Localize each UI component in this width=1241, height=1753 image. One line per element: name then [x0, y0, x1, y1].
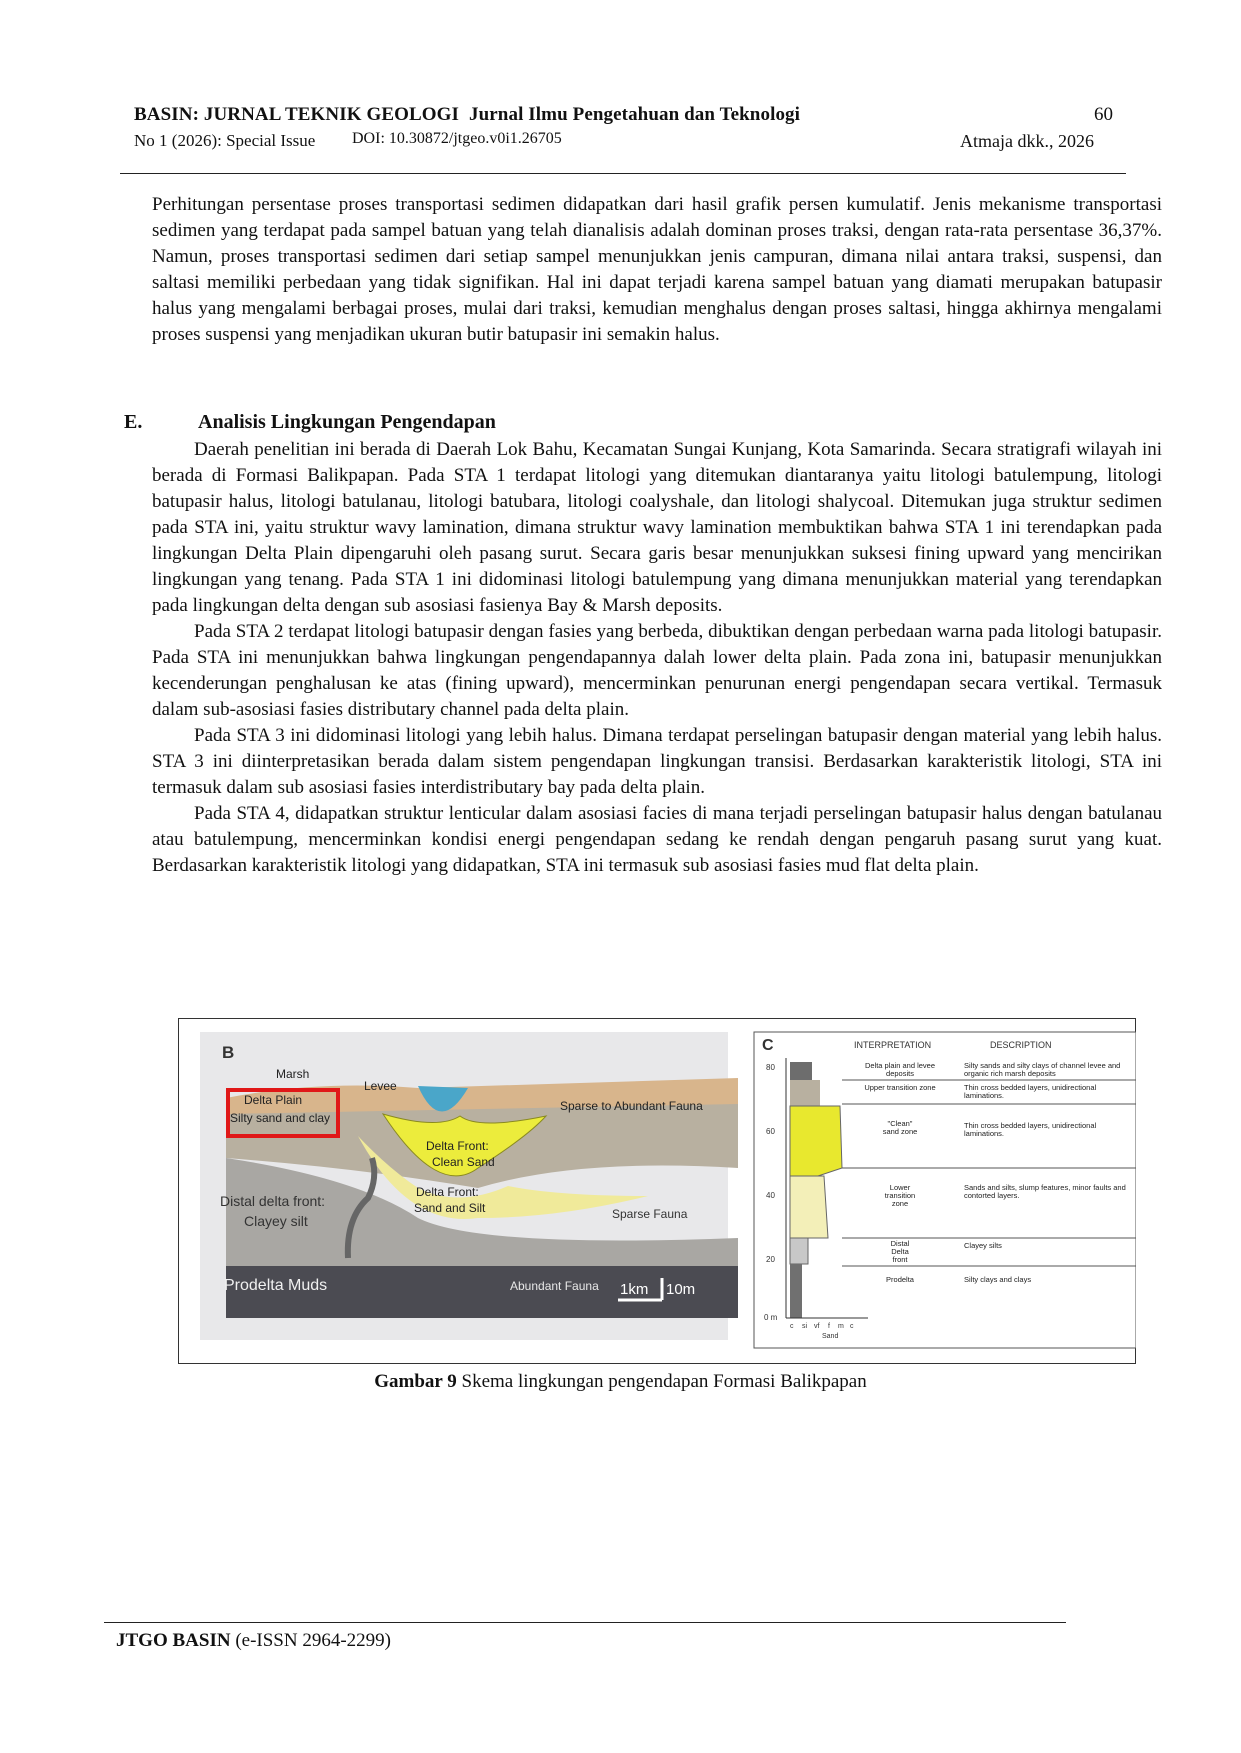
- paragraph-sta3: Pada STA 3 ini didominasi litologi yang lebih halus. Dimana terdapat perselingan batupasir dengan material yang lebih halus. STA 3 ini diinterpretasikan berada dalam sistem pengendapan lingkungan transisi. Berdasarkan karakteristik litologi, STA ini termasuk dalam sub asosiasi fasies interdistributary bay pada delta plain.: [152, 725, 1162, 798]
- label-delta-plain: Delta Plain: [244, 1093, 303, 1107]
- journal-header: [134, 104, 800, 126]
- label-front-silt-2: Sand and Silt: [414, 1201, 486, 1215]
- litho-coal-layers: [790, 1062, 812, 1080]
- row-1-desc: Silty sands and silty clays of channel levee and organic rich marsh deposits: [964, 1062, 1121, 1078]
- column-interpretation: INTERPRETATION: [854, 1040, 932, 1050]
- label-marsh: Marsh: [276, 1067, 310, 1081]
- label-sparse-to-abundant: Sparse to Abundant Fauna: [560, 1099, 703, 1113]
- paragraph-sta4: Pada STA 4, didapatkan struktur lenticular dalam asosiasi facies di mana terjadi perselingan batupasir halus dengan batulanau atau batulempung, mencerminkan kondisi energi pengendapan sedang ke rendah dengan pengaruh pasang surut yang kuat. Berdasarkan karakteristik litologi yang didapatkan, STA ini termasuk sub asosiasi fasies mud flat delta plain.: [152, 803, 1162, 876]
- row-4-interp: Lower transition zone: [884, 1184, 916, 1208]
- intro-paragraph-block: [152, 192, 1162, 348]
- label-abundant-fauna: Abundant Fauna: [510, 1279, 599, 1293]
- figure-caption: [0, 1371, 1241, 1393]
- litho-distal: [790, 1238, 808, 1264]
- issue-label: No 1 (2026): Special Issue: [134, 131, 316, 150]
- grain-axis-label: Sand: [822, 1333, 839, 1340]
- grain-tick-3: vf: [814, 1323, 820, 1330]
- depth-tick-20: 20: [766, 1255, 775, 1264]
- row-6-desc: Silty clays and clays: [964, 1276, 1032, 1284]
- footer-issn: (e-ISSN 2964-2299): [230, 1630, 391, 1651]
- label-front-silt-1: Delta Front:: [416, 1185, 479, 1199]
- depth-tick-80: 80: [766, 1063, 775, 1072]
- row-1-interp: Delta plain and levee deposits: [864, 1062, 936, 1078]
- section-letter: E.: [124, 411, 143, 433]
- row-5-desc: Clayey silts: [964, 1242, 1002, 1250]
- figure-9: [178, 1018, 1136, 1364]
- doi-link[interactable]: DOI: 10.30872/jtgeo.v0i1.26705: [352, 130, 562, 147]
- panel-b-letter: B: [222, 1043, 235, 1062]
- label-front-clean-1: Delta Front:: [426, 1139, 489, 1153]
- author-citation: Atmaja dkk., 2026: [960, 131, 1094, 151]
- label-silty-sand: Silty sand and clay: [230, 1111, 331, 1125]
- litho-clean-sand: [790, 1106, 842, 1176]
- grain-tick-6: c: [850, 1323, 854, 1330]
- paragraph-sta2: Pada STA 2 terdapat litologi batupasir dengan fasies yang berbeda, dibuktikan dengan perbedaan warna pada litologi batupasir. Pada STA ini menunjukkan bahwa lingkungan pengendapannya dalah lower delta plain. Pada zona ini, batupasir menunjukkan kecenderungan penghalusan ke atas (fining upward), mencerminkan penurunan energi pengendapan secara vertikal. Termasuk dalam sub-asosiasi fasies distributary channel pada delta plain.: [152, 621, 1162, 720]
- label-levee: Levee: [364, 1079, 397, 1093]
- page-number: 60: [1094, 104, 1113, 125]
- grain-tick-4: f: [828, 1323, 830, 1330]
- footer-journal: JTGO BASIN: [116, 1630, 231, 1651]
- litho-prodelta: [790, 1264, 802, 1318]
- grain-tick-1: c: [790, 1323, 794, 1330]
- section-title: Analisis Lingkungan Pengendapan: [198, 411, 496, 433]
- caption-text: Skema lingkungan pengendapan Formasi Balikpapan: [456, 1371, 867, 1392]
- depth-tick-40: 40: [766, 1191, 775, 1200]
- litho-upper-transition: [790, 1080, 820, 1106]
- litho-lower-transition: [790, 1176, 828, 1238]
- row-5-interp: Distal Delta front: [890, 1240, 910, 1264]
- body-text: [152, 437, 1162, 879]
- intro-paragraph: Perhitungan persentase proses transportasi sedimen didapatkan dari hasil grafik persen kumulatif. Jenis mekanisme transportasi sedimen yang terdapat pada sampel batuan yang telah dianalisis adalah dominan proses traksi, dengan rata-rata persentase 36,37%. Namun, proses transportasi sedimen dari setiap sampel menunjukkan jenis campuran, dimana nilai antara traksi, suspensi, dan saltasi memiliki perbedaan yang tidak signifikan. Hal ini dapat terjadi karena sampel batuan yang diamati merupakan batupasir halus yang mengalami berbagai proses, mulai dari traksi, kemudian menghalus dengan proses saltasi, hingga akhirnya mengalami proses suspensi yang menjadikan ukuran butir batupasir ini semakin halus.: [152, 194, 1162, 345]
- panel-b-delta-diagram: [200, 1032, 738, 1340]
- row-2-desc: Thin cross bedded layers, unidirectional laminations.: [964, 1084, 1097, 1100]
- row-4-desc: Sands and silts, slump features, minor faults and contorted layers.: [964, 1184, 1126, 1200]
- row-3-desc: Thin cross bedded layers, unidirectional laminations.: [964, 1122, 1097, 1138]
- footer-divider: [104, 1622, 1066, 1623]
- label-sparse-fauna: Sparse Fauna: [612, 1207, 688, 1221]
- panel-c-log: [754, 1032, 1136, 1348]
- column-description: DESCRIPTION: [990, 1040, 1052, 1050]
- depth-tick-60: 60: [766, 1127, 775, 1136]
- caption-label: Gambar 9: [374, 1371, 457, 1392]
- journal-name: BASIN: JURNAL TEKNIK GEOLOGI: [134, 104, 459, 125]
- grain-tick-2: si: [802, 1323, 808, 1330]
- depth-tick-0: 0 m: [764, 1313, 778, 1322]
- label-distal-1: Distal delta front:: [220, 1193, 326, 1209]
- label-front-clean-2: Clean Sand: [432, 1155, 495, 1169]
- scale-vertical-label: 10m: [666, 1281, 696, 1298]
- row-3-interp: "Clean" sand zone: [882, 1120, 918, 1136]
- label-distal-2: Clayey silt: [244, 1213, 308, 1229]
- panel-c-letter: C: [762, 1037, 774, 1054]
- journal-subtitle: Jurnal Ilmu Pengetahuan dan Teknologi: [469, 104, 801, 125]
- footer: [116, 1630, 391, 1652]
- row-2-interp: Upper transition zone: [864, 1084, 936, 1092]
- scale-horizontal-label: 1km: [620, 1281, 649, 1298]
- grain-tick-5: m: [838, 1323, 844, 1330]
- paragraph-sta1: Daerah penelitian ini berada di Daerah Lok Bahu, Kecamatan Sungai Kunjang, Kota Samarinda. Secara stratigrafi wilayah ini berada di Formasi Balikpapan. Pada STA 1 terdapat litologi yang ditemukan diantaranya yaitu litologi batulempung, litologi batupasir halus, litologi batulanau, litologi batubara, litologi coalyshale, dan litologi shalycoal. Ditemukan juga struktur sedimen pada STA ini, yaitu struktur wavy lamination, dimana struktur wavy lamination membuktikan bahwa STA 1 ini terendapkan pada lingkungan Delta Plain dipengaruhi oleh pasang surut. Secara garis besar menunjukkan suksesi fining upward yang mencirikan lingkungan yang tenang. Pada STA 1 ini didominasi litologi batulempung yang dimana menunjukkan material yang terendapkan pada lingkungan delta dengan sub asosiasi fasienya Bay & Marsh deposits.: [152, 439, 1162, 616]
- header-divider: [120, 173, 1126, 174]
- row-6-interp: Prodelta: [886, 1276, 914, 1284]
- label-prodelta: Prodelta Muds: [224, 1277, 328, 1294]
